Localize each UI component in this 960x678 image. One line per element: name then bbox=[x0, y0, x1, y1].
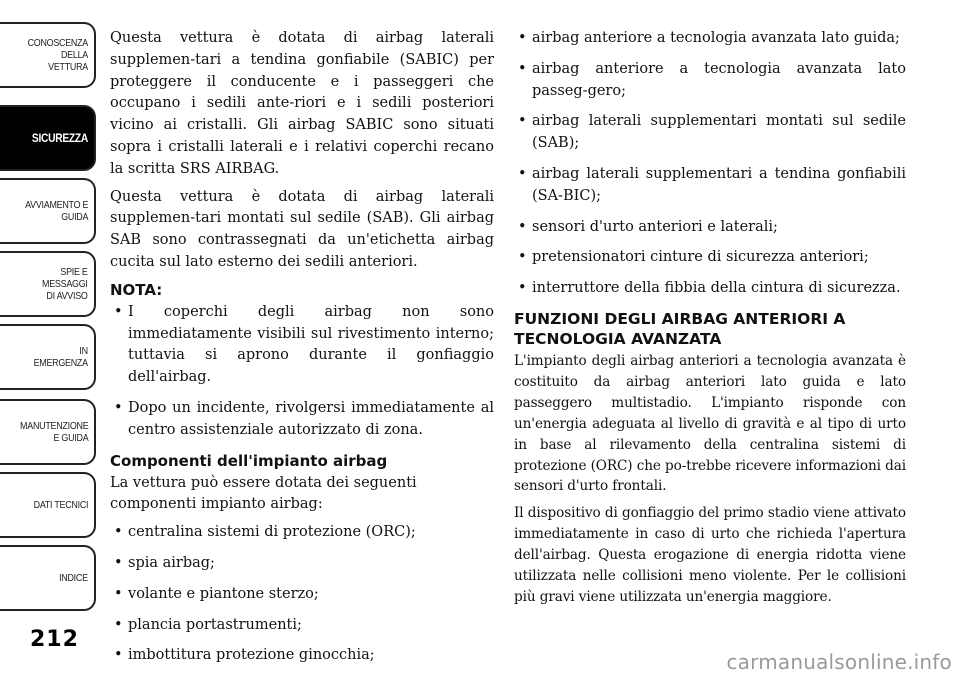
paragraph-first-stage: Il dispositivo di gonfiaggio del primo stadio viene attivato immediatamente in caso di urto che richieda l'apertura dell'airbag. Questa erogazione di energia ridotta viene utilizzata nelle collisioni meno violente. Per le collisioni più gravi viene utilizzata un'energia maggiore. bbox=[514, 505, 906, 605]
right-column bbox=[514, 28, 906, 614]
list-item: • centralina sistemi di protezione (ORC); bbox=[110, 522, 494, 544]
components-intro: La vettura può essere dotata dei seguenti componenti impianto airbag: bbox=[110, 474, 417, 513]
section-heading: FUNZIONI DEGLI AIRBAG ANTERIORI A TECNOLOGIA AVANZATA bbox=[514, 309, 846, 348]
list-item: • interruttore della fibbia della cintura di sicurezza. bbox=[514, 278, 906, 300]
list-item: • plancia portastrumenti; bbox=[110, 615, 494, 637]
tab-spie-e-messaggi[interactable] bbox=[0, 251, 96, 317]
nota-list bbox=[110, 302, 494, 442]
tab-label: CONOSCENZA DELLA VETTURA bbox=[27, 37, 88, 73]
paragraph-sab: Questa vettura è dotata di airbag laterali supplemen-tari montati sul sedile (SAB). Gli airbag SAB sono contrassegnati da un'etichetta airbag cucita sul lato esterno dei sedili anteriori. bbox=[110, 188, 494, 270]
tab-label: IN EMERGENZA bbox=[33, 345, 88, 369]
list-item: • I coperchi degli airbag non sono immediatamente visibili sul rivestimento interno; tuttavia si aprono durante il gonfiaggio dell'airbag. bbox=[110, 302, 494, 389]
list-item: • airbag anteriore a tecnologia avanzata lato guida; bbox=[514, 28, 906, 50]
components-list-continued bbox=[514, 28, 906, 300]
list-item: • sensori d'urto anteriori e laterali; bbox=[514, 217, 906, 239]
paragraph-advanced-airbag: L'impianto degli airbag anteriori a tecnologia avanzata è costituito da airbag anteriori lato guida e lato passeggero multistadio. L'impianto risponde con un'energia adeguata al livello di gravità e al tipo di urto in base al rilevamento della centralina sistemi di protezione (ORC) che po-trebbe ricevere informazioni dai sensori d'urto frontali. bbox=[514, 352, 906, 495]
tab-label: DATI TECNICI bbox=[33, 499, 88, 511]
list-item: • volante e piantone sterzo; bbox=[110, 584, 494, 606]
tab-sicurezza[interactable] bbox=[0, 105, 96, 171]
tab-in-emergenza[interactable] bbox=[0, 324, 96, 390]
list-item: • airbag anteriore a tecnologia avanzata lato passeg-gero; bbox=[514, 59, 906, 103]
list-item: • airbag laterali supplementari a tendina gonfiabili (SA-BIC); bbox=[514, 164, 906, 208]
nota-heading: NOTA: bbox=[110, 280, 163, 299]
list-item: • Dopo un incidente, rivolgersi immediatamente al centro assistenziale autorizzato di zona. bbox=[110, 398, 494, 442]
list-item: • airbag laterali supplementari montati sul sedile (SAB); bbox=[514, 111, 906, 155]
tab-dati-tecnici[interactable] bbox=[0, 472, 96, 538]
sidebar bbox=[0, 0, 104, 678]
list-item: • imbottitura protezione ginocchia; bbox=[110, 645, 494, 667]
tab-label: AVVIAMENTO E GUIDA bbox=[24, 199, 88, 223]
tab-indice[interactable] bbox=[0, 545, 96, 611]
tab-conoscenza-della-vettura[interactable] bbox=[0, 22, 96, 88]
tab-manutenzione[interactable] bbox=[0, 399, 96, 465]
watermark: carmanualsonline.info bbox=[726, 650, 952, 674]
tab-label: SICUREZZA bbox=[31, 131, 88, 145]
left-column bbox=[110, 28, 494, 676]
tab-label: INDICE bbox=[59, 572, 88, 584]
page-number: 212 bbox=[30, 627, 79, 652]
tab-label: SPIE E MESSAGGI DI AVVISO bbox=[42, 266, 88, 302]
list-item: • pretensionatori cinture di sicurezza anteriori; bbox=[514, 247, 906, 269]
components-list bbox=[110, 522, 494, 667]
components-heading: Componenti dell'impianto airbag bbox=[110, 451, 388, 470]
list-item: • spia airbag; bbox=[110, 553, 494, 575]
paragraph-sabic: Questa vettura è dotata di airbag laterali supplemen-tari a tendina gonfiabile (SABIC) per proteggere il conducente e i passeggeri che occupano i sedili ante-riori e i sedili posteriori vicino ai cristalli. Gli airbag SABIC sono situati sopra i cristalli laterali e i relativi coperchi recano la scritta SRS AIRBAG. bbox=[110, 30, 494, 177]
tab-label: MANUTENZIONE E GUIDA bbox=[19, 420, 88, 444]
tab-avviamento-e-guida[interactable] bbox=[0, 178, 96, 244]
